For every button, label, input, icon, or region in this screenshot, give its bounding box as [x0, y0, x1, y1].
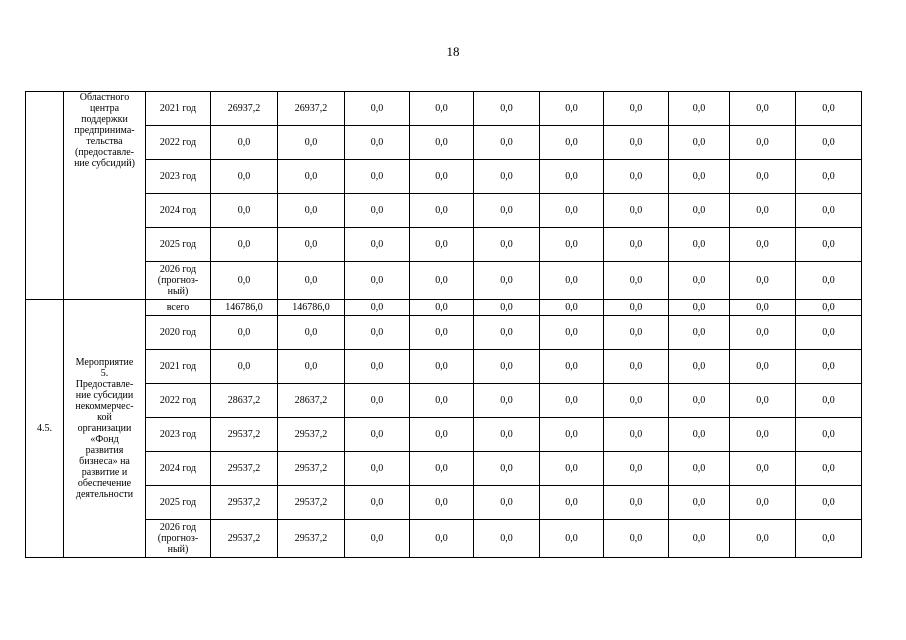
- value-cell: 0,0: [730, 418, 796, 452]
- value-cell: 0,0: [474, 194, 540, 228]
- value-cell: 0,0: [540, 160, 604, 194]
- value-cell: 0,0: [604, 520, 669, 558]
- value-cell: 0,0: [410, 316, 474, 350]
- value-cell: 0,0: [540, 452, 604, 486]
- value-cell: 0,0: [669, 160, 730, 194]
- value-cell: 0,0: [540, 520, 604, 558]
- item-name: Мероприятие 5. Предоставле- ние субсидии некоммерчес- кой организации «Фонд развития бизнеса» на развитие и обеспечение деятельности: [64, 300, 146, 558]
- value-cell: 0,0: [669, 316, 730, 350]
- table-row: [26, 228, 862, 262]
- value-cell: 0,0: [278, 126, 345, 160]
- table-row: [26, 418, 862, 452]
- value-cell: 0,0: [604, 262, 669, 300]
- value-cell: 29537,2: [211, 520, 278, 558]
- value-cell: 0,0: [730, 160, 796, 194]
- year-cell: 2025 год: [146, 228, 211, 262]
- year-cell: всего: [146, 300, 211, 316]
- table-row: [26, 194, 862, 228]
- value-cell: 0,0: [278, 228, 345, 262]
- value-cell: 0,0: [730, 300, 796, 316]
- table-row: [26, 486, 862, 520]
- value-cell: 0,0: [604, 486, 669, 520]
- value-cell: 146786,0: [278, 300, 345, 316]
- value-cell: 0,0: [474, 384, 540, 418]
- year-cell: 2022 год: [146, 384, 211, 418]
- value-cell: 0,0: [410, 126, 474, 160]
- value-cell: 0,0: [730, 126, 796, 160]
- value-cell: 0,0: [474, 126, 540, 160]
- value-cell: 0,0: [796, 228, 862, 262]
- year-cell: 2026 год (прогноз- ный): [146, 520, 211, 558]
- value-cell: 0,0: [410, 228, 474, 262]
- value-cell: 0,0: [669, 194, 730, 228]
- value-cell: 0,0: [410, 520, 474, 558]
- value-cell: 0,0: [796, 160, 862, 194]
- value-cell: 0,0: [474, 452, 540, 486]
- item-name: Областного центра поддержки предпринима- тельства (предоставле- ние субсидий): [64, 92, 146, 300]
- value-cell: 0,0: [730, 520, 796, 558]
- value-cell: 26937,2: [211, 92, 278, 126]
- value-cell: 0,0: [669, 520, 730, 558]
- table-row: [26, 350, 862, 384]
- value-cell: 0,0: [278, 316, 345, 350]
- value-cell: 0,0: [211, 316, 278, 350]
- value-cell: 0,0: [730, 384, 796, 418]
- year-cell: 2026 год (прогноз- ный): [146, 262, 211, 300]
- value-cell: 0,0: [345, 228, 410, 262]
- value-cell: 0,0: [796, 452, 862, 486]
- table-row: [26, 384, 862, 418]
- value-cell: 0,0: [540, 486, 604, 520]
- table-row: [26, 160, 862, 194]
- value-cell: 0,0: [474, 300, 540, 316]
- value-cell: 0,0: [730, 350, 796, 384]
- value-cell: 146786,0: [211, 300, 278, 316]
- value-cell: 0,0: [211, 126, 278, 160]
- value-cell: 0,0: [604, 452, 669, 486]
- value-cell: 0,0: [540, 228, 604, 262]
- value-cell: 0,0: [669, 126, 730, 160]
- year-cell: 2021 год: [146, 92, 211, 126]
- value-cell: 0,0: [540, 126, 604, 160]
- value-cell: 0,0: [345, 126, 410, 160]
- value-cell: 0,0: [410, 486, 474, 520]
- value-cell: 0,0: [604, 126, 669, 160]
- value-cell: 0,0: [345, 520, 410, 558]
- value-cell: 28637,2: [211, 384, 278, 418]
- value-cell: 0,0: [669, 300, 730, 316]
- value-cell: 29537,2: [278, 452, 345, 486]
- value-cell: 0,0: [796, 520, 862, 558]
- value-cell: 0,0: [604, 350, 669, 384]
- value-cell: 0,0: [410, 194, 474, 228]
- value-cell: 0,0: [345, 92, 410, 126]
- page-number: 18: [446, 44, 460, 59]
- value-cell: 0,0: [604, 418, 669, 452]
- value-cell: 0,0: [604, 92, 669, 126]
- year-cell: 2020 год: [146, 316, 211, 350]
- value-cell: 0,0: [410, 384, 474, 418]
- value-cell: 0,0: [410, 300, 474, 316]
- value-cell: 0,0: [211, 228, 278, 262]
- value-cell: 0,0: [669, 418, 730, 452]
- value-cell: 0,0: [604, 300, 669, 316]
- value-cell: 0,0: [410, 160, 474, 194]
- table-row: [26, 262, 862, 300]
- value-cell: 29537,2: [278, 486, 345, 520]
- value-cell: 0,0: [669, 350, 730, 384]
- value-cell: 0,0: [669, 92, 730, 126]
- value-cell: 0,0: [540, 194, 604, 228]
- table-row: [26, 316, 862, 350]
- value-cell: 0,0: [474, 350, 540, 384]
- year-cell: 2022 год: [146, 126, 211, 160]
- value-cell: 0,0: [345, 350, 410, 384]
- value-cell: 0,0: [604, 316, 669, 350]
- value-cell: 0,0: [540, 92, 604, 126]
- value-cell: 0,0: [604, 160, 669, 194]
- value-cell: 0,0: [669, 262, 730, 300]
- value-cell: 0,0: [730, 486, 796, 520]
- value-cell: 0,0: [669, 486, 730, 520]
- value-cell: 0,0: [345, 300, 410, 316]
- table-row: [26, 520, 862, 558]
- value-cell: 0,0: [410, 452, 474, 486]
- value-cell: 0,0: [669, 452, 730, 486]
- table-row: [26, 452, 862, 486]
- value-cell: 0,0: [474, 92, 540, 126]
- value-cell: 0,0: [730, 92, 796, 126]
- value-cell: 0,0: [730, 452, 796, 486]
- value-cell: 0,0: [345, 160, 410, 194]
- item-index: [26, 92, 64, 300]
- value-cell: 0,0: [410, 92, 474, 126]
- value-cell: 29537,2: [211, 452, 278, 486]
- value-cell: 0,0: [474, 262, 540, 300]
- value-cell: 0,0: [540, 316, 604, 350]
- value-cell: 29537,2: [278, 520, 345, 558]
- value-cell: 0,0: [796, 316, 862, 350]
- year-cell: 2024 год: [146, 194, 211, 228]
- table-row: [26, 300, 862, 316]
- value-cell: 0,0: [211, 350, 278, 384]
- value-cell: 0,0: [410, 262, 474, 300]
- value-cell: 0,0: [669, 228, 730, 262]
- value-cell: 0,0: [604, 228, 669, 262]
- value-cell: 0,0: [730, 262, 796, 300]
- value-cell: 0,0: [474, 228, 540, 262]
- value-cell: 0,0: [730, 316, 796, 350]
- year-cell: 2025 год: [146, 486, 211, 520]
- item-index: 4.5.: [26, 300, 64, 558]
- value-cell: 0,0: [540, 262, 604, 300]
- value-cell: 0,0: [278, 194, 345, 228]
- value-cell: 0,0: [796, 92, 862, 126]
- value-cell: 0,0: [345, 486, 410, 520]
- budget-table: [25, 91, 862, 558]
- value-cell: 0,0: [474, 486, 540, 520]
- value-cell: 0,0: [278, 262, 345, 300]
- value-cell: 0,0: [796, 300, 862, 316]
- value-cell: 0,0: [796, 486, 862, 520]
- value-cell: 0,0: [540, 350, 604, 384]
- value-cell: 29537,2: [211, 486, 278, 520]
- value-cell: 0,0: [474, 418, 540, 452]
- value-cell: 29537,2: [278, 418, 345, 452]
- value-cell: 0,0: [211, 194, 278, 228]
- value-cell: 0,0: [345, 194, 410, 228]
- value-cell: 0,0: [730, 228, 796, 262]
- value-cell: 29537,2: [211, 418, 278, 452]
- value-cell: 0,0: [796, 126, 862, 160]
- value-cell: 0,0: [410, 350, 474, 384]
- value-cell: 0,0: [345, 262, 410, 300]
- value-cell: 0,0: [796, 418, 862, 452]
- year-cell: 2023 год: [146, 418, 211, 452]
- value-cell: 0,0: [669, 384, 730, 418]
- value-cell: 0,0: [345, 452, 410, 486]
- value-cell: 0,0: [540, 300, 604, 316]
- value-cell: 0,0: [796, 384, 862, 418]
- value-cell: 0,0: [278, 160, 345, 194]
- value-cell: 0,0: [796, 350, 862, 384]
- year-cell: 2024 год: [146, 452, 211, 486]
- value-cell: 0,0: [410, 418, 474, 452]
- value-cell: 0,0: [474, 520, 540, 558]
- value-cell: 28637,2: [278, 384, 345, 418]
- value-cell: 0,0: [540, 418, 604, 452]
- table-row: [26, 126, 862, 160]
- value-cell: 0,0: [796, 194, 862, 228]
- value-cell: 0,0: [211, 160, 278, 194]
- value-cell: 0,0: [278, 350, 345, 384]
- value-cell: 0,0: [604, 194, 669, 228]
- value-cell: 0,0: [345, 316, 410, 350]
- value-cell: 0,0: [540, 384, 604, 418]
- value-cell: 0,0: [730, 194, 796, 228]
- year-cell: 2023 год: [146, 160, 211, 194]
- table-row: [26, 92, 862, 126]
- value-cell: 0,0: [796, 262, 862, 300]
- year-cell: 2021 год: [146, 350, 211, 384]
- value-cell: 0,0: [345, 418, 410, 452]
- value-cell: 0,0: [474, 316, 540, 350]
- value-cell: 0,0: [474, 160, 540, 194]
- value-cell: 0,0: [345, 384, 410, 418]
- value-cell: 0,0: [604, 384, 669, 418]
- value-cell: 26937,2: [278, 92, 345, 126]
- value-cell: 0,0: [211, 262, 278, 300]
